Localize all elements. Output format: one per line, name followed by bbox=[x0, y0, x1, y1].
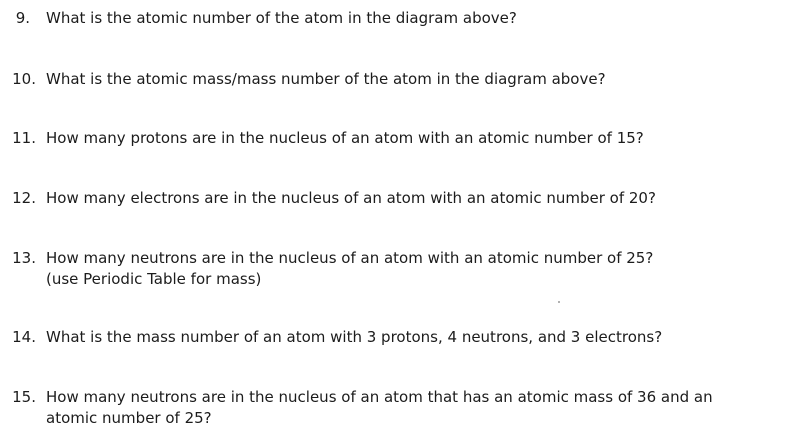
question-text bbox=[46, 8, 517, 29]
question-line: How many neutrons are in the nucleus of an atom with an atomic number of 25? bbox=[46, 249, 654, 267]
question-text bbox=[46, 188, 656, 209]
question-line: atomic number of 25? bbox=[46, 409, 212, 427]
question-number: 10. bbox=[12, 70, 36, 88]
question-number: 15. bbox=[12, 388, 36, 406]
question-line: What is the atomic number of the atom in the diagram above? bbox=[46, 9, 517, 27]
question-line: (use Periodic Table for mass) bbox=[46, 270, 262, 288]
question-line: How many neutrons are in the nucleus of an atom that has an atomic mass of 36 and an bbox=[46, 388, 713, 406]
question-line: How many electrons are in the nucleus of an atom with an atomic number of 20? bbox=[46, 189, 656, 207]
question-text bbox=[46, 248, 653, 290]
question-text bbox=[46, 387, 713, 429]
question-number: 14. bbox=[12, 328, 36, 346]
question-text bbox=[46, 69, 606, 90]
question-text bbox=[46, 327, 662, 348]
question-number: 11. bbox=[12, 129, 36, 147]
scan-speck bbox=[558, 301, 560, 303]
question-line: What is the atomic mass/mass number of the atom in the diagram above? bbox=[46, 70, 606, 88]
question-number: 12. bbox=[12, 189, 36, 207]
question-number: 9. bbox=[15, 9, 30, 27]
question-text bbox=[46, 128, 644, 149]
question-number: 13. bbox=[12, 249, 36, 267]
question-line: What is the mass number of an atom with 3 protons, 4 neutrons, and 3 electrons? bbox=[46, 328, 663, 346]
question-line: How many protons are in the nucleus of an atom with an atomic number of 15? bbox=[46, 129, 644, 147]
